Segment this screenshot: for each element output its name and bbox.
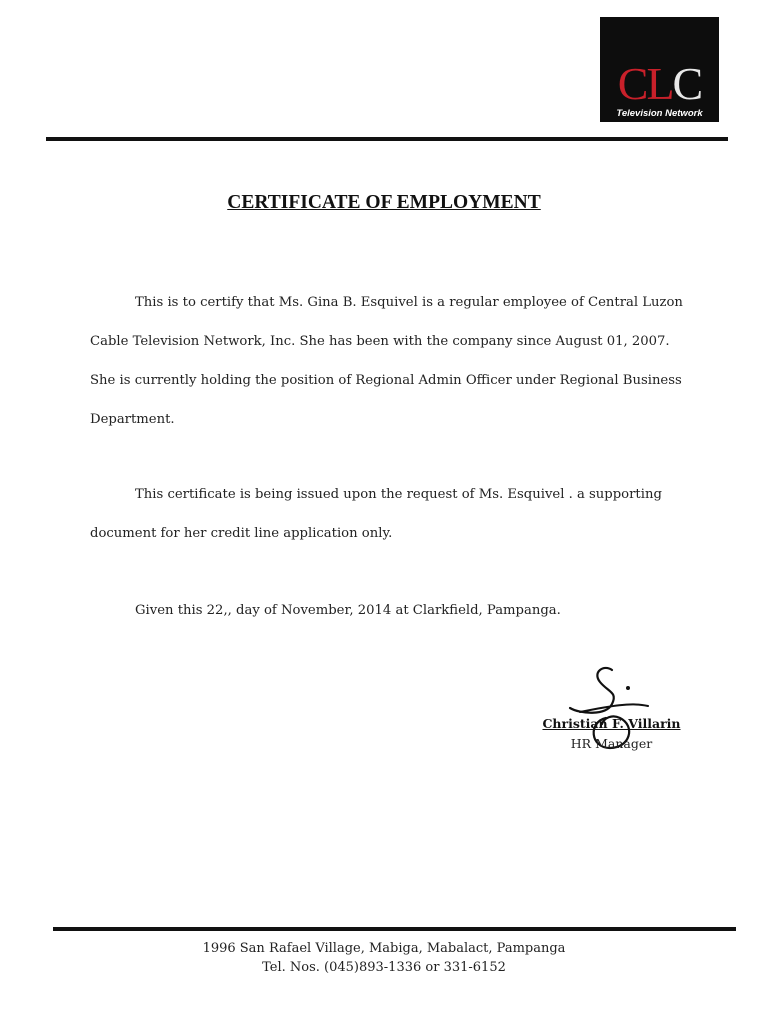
signature-block xyxy=(530,650,700,770)
logo-subtitle: Television Network xyxy=(616,108,703,119)
paragraph-text: This certificate is being issued upon the request of Ms. Esquivel . a supporting document for her credit line application only. xyxy=(90,487,662,541)
header-divider xyxy=(46,137,728,141)
paragraph-date xyxy=(90,591,690,630)
footer xyxy=(0,939,768,977)
logo-letter: C xyxy=(672,58,702,109)
logo-letter: L xyxy=(646,58,673,109)
company-logo xyxy=(600,17,719,122)
document-title: CERTIFICATE OF EMPLOYMENT xyxy=(227,192,541,213)
paragraph-text: This is to certify that Ms. Gina B. Esquivel is a regular employee of Central Luzon Cable Television Network, Inc. She has been with the company since August 01, 2007. She is currently holding the position of Regional Admin Officer under Regional Business Department. xyxy=(90,295,683,427)
footer-address: 1996 San Rafael Village, Mabiga, Mabalact, Pampanga xyxy=(202,941,566,956)
paragraph-employment xyxy=(90,283,690,439)
paragraph-text: Given this 22,, day of November, 2014 at Clarkfield, Pampanga. xyxy=(135,603,561,618)
signer-title: HR Manager xyxy=(570,736,653,751)
signer-name: Christian F. Villarin xyxy=(542,716,681,731)
paragraph-purpose xyxy=(90,475,690,553)
footer-phone: Tel. Nos. (045)893-1336 or 331-6152 xyxy=(262,960,506,975)
footer-divider xyxy=(53,927,736,931)
logo-letters xyxy=(600,58,719,109)
logo-letter: C xyxy=(617,58,647,109)
